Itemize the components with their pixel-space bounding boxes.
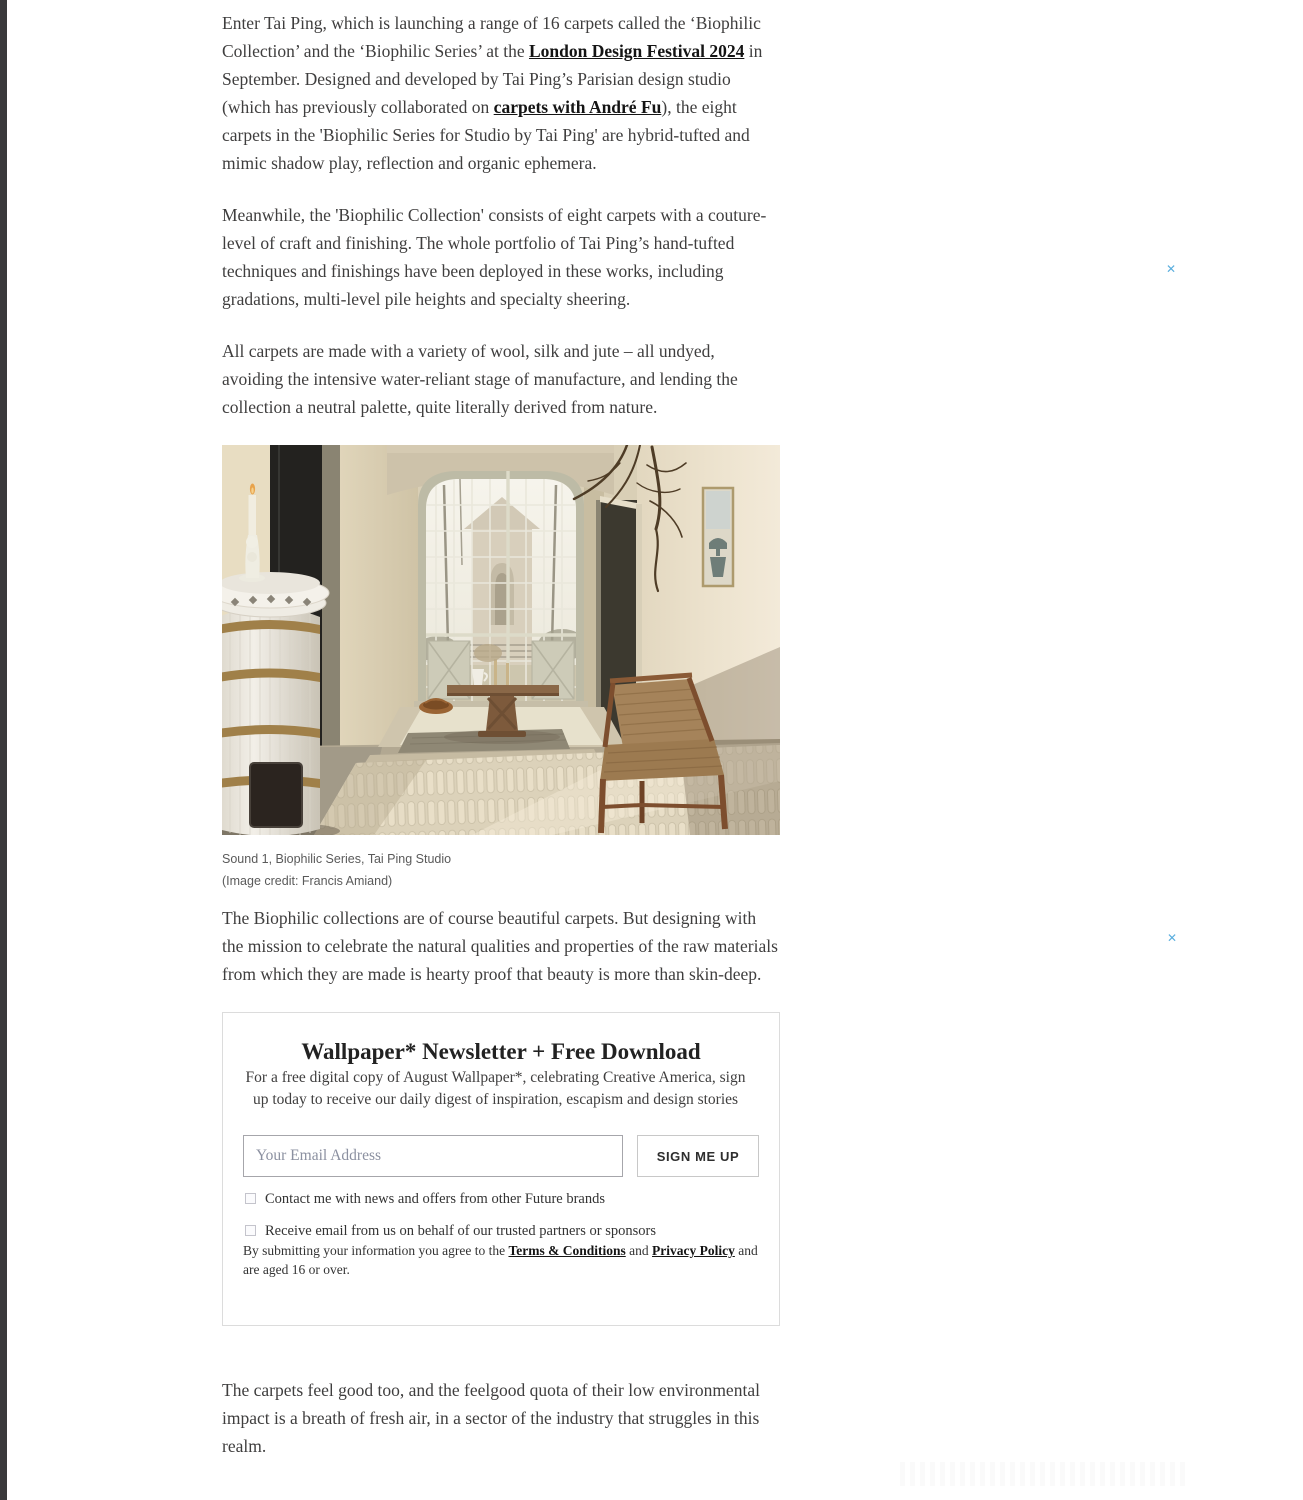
newsletter-signup-box — [222, 1012, 780, 1326]
andre-fu-link[interactable]: carpets with André Fu — [493, 97, 662, 117]
legal-text: and — [625, 1243, 652, 1258]
image-caption: Sound 1, Biophilic Series, Tai Ping Studio — [222, 852, 452, 866]
paragraph-3: All carpets are made with a variety of wool, silk and jute – all undyed, avoiding the intensive water-reliant stage of manufacture, and lending the collection a neutral palette, quite literally derived from nature. — [222, 341, 738, 417]
paragraph-5: The carpets feel good too, and the feelgood quota of their low environmental impact is a breath of fresh air, in a sector of the industry that struggles in this realm. — [222, 1380, 760, 1456]
future-brands-checkbox[interactable] — [245, 1193, 256, 1204]
partners-consent-row — [243, 1221, 759, 1241]
newsletter-description: For a free digital copy of August Wallpaper*, celebrating Creative America, sign up today to receive our daily digest of inspiration, escapism and design stories — [245, 1069, 746, 1108]
newsletter-title: Wallpaper* Newsletter + Free Download — [301, 1039, 701, 1064]
sign-me-up-button[interactable]: SIGN ME UP — [637, 1135, 759, 1177]
ad-close-icon[interactable]: ✕ — [1166, 262, 1177, 276]
paragraph-1-text: Enter Tai Ping, which is launching a range of 16 carpets called the ‘Biophilic Collection’ and the ‘Biophilic Series’ at the — [222, 13, 761, 61]
article-hero-image — [222, 445, 780, 892]
future-brands-checkbox-label: Contact me with news and offers from other Future brands — [265, 1191, 605, 1207]
future-brands-consent-row — [243, 1189, 759, 1209]
legal-text: By submitting your information you agree to the — [243, 1243, 509, 1258]
privacy-policy-link[interactable]: Privacy Policy — [652, 1243, 735, 1258]
ad-close-icon[interactable]: ✕ — [1167, 931, 1178, 945]
paragraph-1 — [222, 0, 780, 177]
terms-conditions-link[interactable]: Terms & Conditions — [508, 1243, 626, 1258]
email-input[interactable] — [243, 1135, 623, 1177]
legal-text: and are aged 16 or over. — [243, 1243, 758, 1277]
paragraph-2: Meanwhile, the 'Biophilic Collection' consists of eight carpets with a couture-level of craft and finishing. The whole portfolio of Tai Ping’s hand-tufted techniques and finishings have been deployed in these works, including gradations, multi-level pile heights and specialty sheering. — [222, 205, 767, 309]
newsletter-legal — [243, 1241, 759, 1279]
paragraph-1-text: in September. Designed and developed by Tai Ping’s Parisian design studio (which has previously collaborated on — [222, 41, 763, 117]
interior-photo-illustration — [222, 445, 780, 835]
partners-checkbox-label: Receive email from us on behalf of our trusted partners or sponsors — [265, 1223, 656, 1239]
partners-checkbox[interactable] — [245, 1225, 256, 1236]
paragraph-4: The Biophilic collections are of course beautiful carpets. But designing with the mission to celebrate the natural qualities and properties of the raw materials from which they are made is hearty proof that beauty is more than skin-deep. — [222, 908, 778, 984]
image-credit: (Image credit: Francis Amiand) — [222, 874, 393, 888]
footer-faint-pattern — [900, 1462, 1185, 1486]
london-design-festival-link[interactable]: London Design Festival 2024 — [528, 41, 745, 61]
paragraph-1-text: ), the eight carpets in the 'Biophilic Series for Studio by Tai Ping' are hybrid-tufted and mimic shadow play, reflection and organic ephemera. — [222, 97, 750, 173]
image-caption-block — [222, 848, 780, 892]
newsletter-form — [243, 1135, 759, 1177]
page-left-border — [0, 0, 7, 1500]
article-body — [222, 0, 780, 1484]
